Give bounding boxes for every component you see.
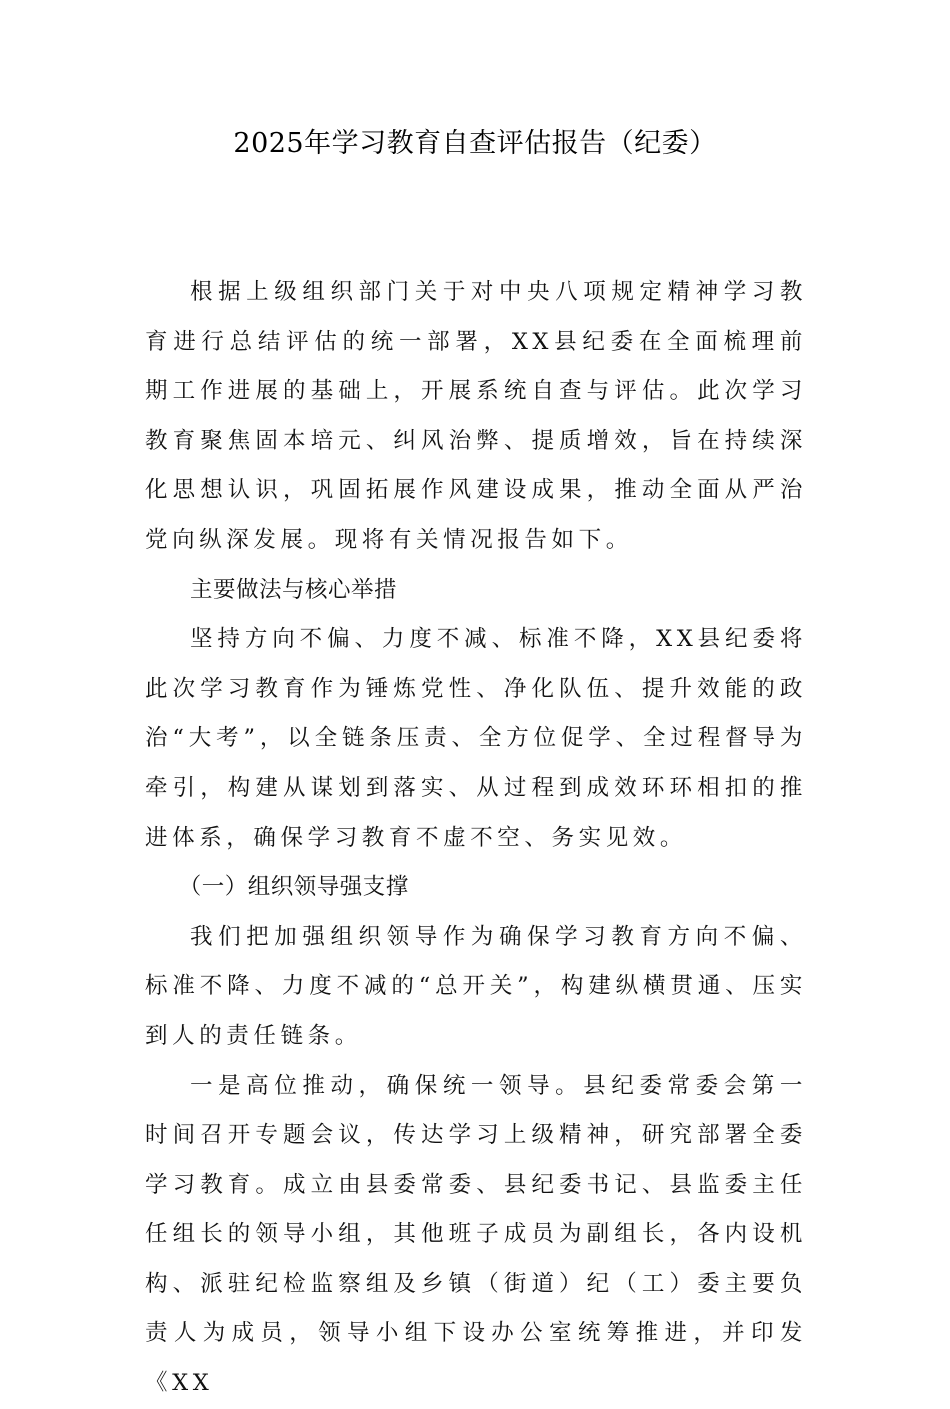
document-title: 2025年学习教育自查评估报告（纪委） [233, 128, 717, 159]
section-heading-main-measures: 主要做法与核心举措 [190, 576, 398, 603]
subsection-heading-organization: （一）组织领导强支撑 [178, 874, 409, 901]
measures-paragraph: 坚持方向不偏、力度不减、标准不降，XX县纪委将此次学习教育作为锤炼党性、净化队伍、提升效能的政治“大考”，以全链条压责、全方位促学、全过程督导为牵引，构建从谋划到落实、从过程到成效环环相扣的推进体系，确保学习教育不虚不空、务实见效。 [145, 626, 807, 851]
organization-paragraph: 我们把加强组织领导作为确保学习教育方向不偏、标准不降、力度不减的“总开关”，构建纵横贯通、压实到人的责任链条。 [145, 923, 807, 1049]
document-body [145, 268, 807, 1409]
leadership-paragraph: 一是高位推动，确保统一领导。县纪委常委会第一时间召开专题会议，传达学习上级精神，研究部署全委学习教育。成立由县委常委、县纪委书记、县监委主任任组长的领导小组，其他班子成员为副组长，各内设机构、派驻纪检监察组及乡镇（街道）纪（工）委主要负责人为成员，领导小组下设办公室统筹推进，并印发《XX [145, 1072, 807, 1397]
intro-paragraph: 根据上级组织部门关于对中央八项规定精神学习教育进行总结评估的统一部署，XX县纪委在全面梳理前期工作进展的基础上，开展系统自查与评估。此次学习教育聚焦固本培元、纠风治弊、提质增效，旨在持续深化思想认识，巩固拓展作风建设成果，推动全面从严治党向纵深发展。现将有关情况报告如下。 [145, 279, 807, 553]
